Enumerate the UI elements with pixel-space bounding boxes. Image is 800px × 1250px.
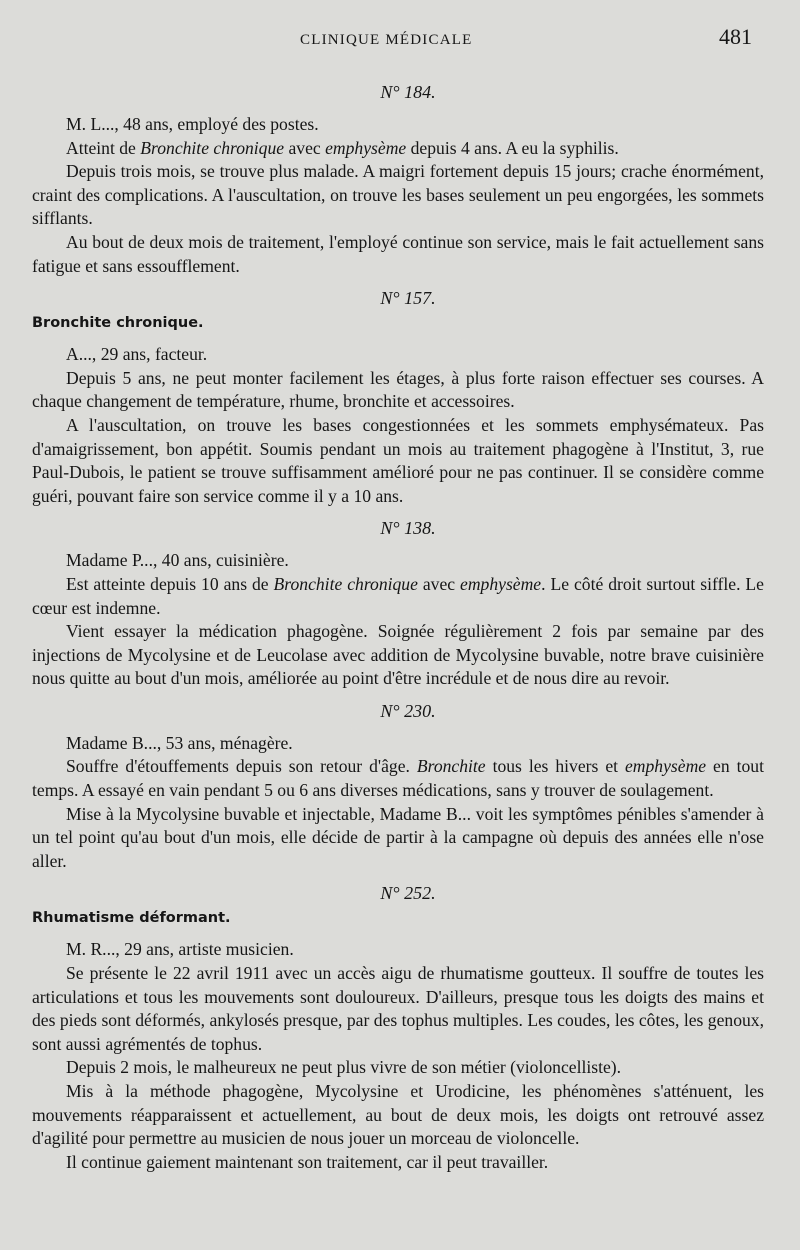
case-paragraph: Madame B..., 53 ans, ménagère. xyxy=(66,732,293,753)
case-paragraph: Mis à la méthode phagogène, Mycolysine et Urodicine, les phénomènes s'atténuent, les mouvements réapparaissent et actuellement, au bout de deux mois, les doigts ont retrouvé assez d'agilité pour permettre au musicien de nous jouer un morceau de violoncelle. xyxy=(32,1081,764,1149)
case-paragraph: A..., 29 ans, facteur. xyxy=(66,344,208,365)
running-head xyxy=(32,22,764,72)
page-number: 481 xyxy=(719,24,752,49)
case-paragraph: Vient essayer la médication phagogène. Soignée régulièrement 2 fois par semaine par des injections de Mycolysine et de Leucolase avec addition de Mycolysine buvable, notre brave cuisinière nous quitte au bout d'un mois, améliorée au point d'être incrédule et de nous dire au revoir. xyxy=(32,621,764,689)
case-heading: Bronchite chronique. xyxy=(32,315,204,332)
running-title: CLINIQUE MÉDICALE xyxy=(300,32,473,48)
case-paragraph: Depuis 2 mois, le malheureux ne peut plus vivre de son métier (violoncelliste). xyxy=(66,1057,622,1078)
case-number: N° 252. xyxy=(380,883,436,904)
case-paragraph: M. L..., 48 ans, employé des postes. xyxy=(66,114,319,134)
case-paragraph: Madame P..., 40 ans, cuisinière. xyxy=(66,550,289,571)
case-paragraph: Souffre d'étouffements depuis son retour d'âge. Bronchite tous les hivers et emphysème en tout temps. A essayé en vain pendant 5 ou 6 ans diverses médications, sans y trouver de soulagement. xyxy=(32,756,764,801)
case-list xyxy=(32,82,764,1174)
case-paragraph: Mise à la Mycolysine buvable et injectable, Madame B... voit les symptômes pénibles s'amender à un tel point qu'au bout d'un mois, elle décide de partir à la campagne où depuis des années elle n'ose aller. xyxy=(32,803,764,871)
case-paragraph: Depuis 5 ans, ne peut monter facilement les étages, à plus forte raison effectuer ses courses. A chaque changement de température, rhume, bronchite et accessoires. xyxy=(32,367,764,412)
case-paragraph: M. R..., 29 ans, artiste musicien. xyxy=(66,939,294,960)
case-number: N° 230. xyxy=(380,700,436,721)
case-paragraph: A l'auscultation, on trouve les bases congestionnées et les sommets emphysémateux. Pas d'amaigrissement, bon appétit. Soumis pendant un mois au traitement phagogène à l'Institut, 3, rue Paul-Dubois, le patient se trouve suffisamment amélioré pour ne pas continuer. Il se considère comme guéri, pouvant faire son service comme il y a 10 ans. xyxy=(32,414,764,506)
case-number: N° 157. xyxy=(380,288,436,309)
case-section xyxy=(32,82,764,278)
case-paragraph: Depuis trois mois, se trouve plus malade. A maigri fortement depuis 15 jours; crache énormément, craint des complications. A l'auscultation, on trouve les bases seulement un peu engorgées, les sommets sifflants. xyxy=(32,161,764,229)
case-paragraph: Est atteinte depuis 10 ans de Bronchite chronique avec emphysème. Le côté droit surtout siffle. Le cœur est indemne. xyxy=(32,573,764,618)
case-section xyxy=(32,883,764,1174)
case-section xyxy=(32,701,764,874)
case-paragraph: Au bout de deux mois de traitement, l'employé continue son service, mais le fait actuellement sans fatigue et sans essoufflement. xyxy=(32,231,764,276)
case-paragraph: Atteint de Bronchite chronique avec emphysème depuis 4 ans. A eu la syphilis. xyxy=(66,137,619,158)
case-paragraph: Se présente le 22 avril 1911 avec un accès aigu de rhumatisme goutteux. Il souffre de toutes les articulations et tous les mouvements sont douloureux. D'ailleurs, presque tous les doigts des mains et des pieds sont déformés, ankylosés presque, par des tophus multiples. Les coudes, les côtes, les genoux, sont aussi agrémentés de tophus. xyxy=(32,963,764,1054)
case-paragraph: Il continue gaiement maintenant son traitement, car il peut travailler. xyxy=(66,1151,549,1172)
case-section xyxy=(32,518,764,691)
case-number: N° 184. xyxy=(380,82,436,102)
case-heading: Rhumatisme déformant. xyxy=(32,910,231,927)
case-number: N° 138. xyxy=(380,518,436,539)
case-section xyxy=(32,288,764,508)
